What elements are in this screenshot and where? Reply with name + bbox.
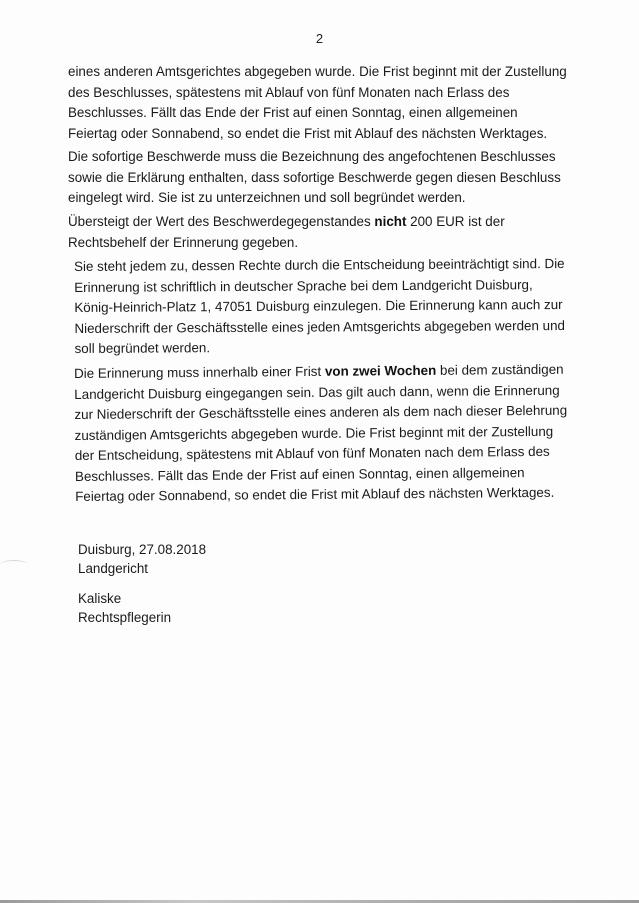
emphasis-zwei-wochen: von zwei Wochen	[324, 362, 437, 379]
paragraph-beschwerdewert	[68, 212, 568, 253]
paragraph-text: Sie steht jedem zu, dessen Rechte durch die Entscheidung beeinträchtigt sind. Die Erinnerung ist schriftlich in deutscher Sprache bei dem Landgericht Duisburg, König-Heinrich-Platz 1, 47051 Duisburg einzulegen. Die Erinnerung kann auch zur Niederschrift der Geschäftsstelle eines jeden Amtsgerichts abgegeben werden und soll begründet werden.	[74, 256, 566, 356]
paragraph-beschwerde-inhalt	[68, 147, 568, 209]
text-run: Die Erinnerung muss innerhalb einer Frist	[74, 363, 325, 381]
page-number: 2	[315, 31, 324, 46]
scan-artifact	[0, 560, 28, 569]
emphasis-nicht: nicht	[374, 214, 407, 229]
paragraph-text: Die sofortige Beschwerde muss die Bezeichnung des angefochtenen Beschlusses sowie die Erklärung enthalten, dass sofortige Beschwerde gegen diesen Beschluss eingelegt wird. Sie ist zu unterzeichnen und soll begründet werden.	[68, 149, 561, 205]
signature-role: Rechtspflegerin	[78, 610, 172, 625]
paragraph-text	[68, 212, 568, 253]
paragraph-text	[74, 360, 575, 508]
text-run: 200 EUR ist der Rechtsbehelf der Erinnerung gegeben.	[68, 214, 505, 250]
signature-place-date: Duisburg, 27.08.2018	[78, 542, 207, 557]
text-run: bei dem zuständigen Landgericht Duisburg eingegangen sein. Das gilt auch dann, wenn die Erinnerung zur Niederschrift der Geschäftsstelle eines anderen als dem nach dieser Belehrung zuständigen Amtsgerichts abgegeben wurde. Die Frist beginnt mit der Zustellung der Entscheidung, spätestens mit Ablauf von fünf Monaten nach dem Erlass des Beschlusses. Fällt das Ende der Frist auf einen Sonntag, einen allgemeinen Feiertag oder Sonnabend, so endet die Frist mit Ablauf des nächsten Werktages.	[74, 361, 568, 504]
paragraph-text: eines anderen Amtsgerichtes abgegeben wurde. Die Frist beginnt mit der Zustellung des Beschlusses, spätestens mit Ablauf von fünf Monaten nach Erlass des Beschlusses. Fällt das Ende der Frist auf einen Sonntag, einen allgemeinen Feiertag oder Sonnabend, so endet die Frist mit Ablauf des nächsten Werktages.	[68, 64, 567, 141]
signature-name: Kaliske	[78, 591, 122, 606]
text-run: Übersteigt der Wert des Beschwerdegegenstandes	[68, 214, 375, 229]
paragraph-erinnerung-frist	[74, 360, 575, 508]
paragraph-erinnerung-einlegung	[74, 254, 575, 360]
paragraph-frist-beschwerde	[68, 62, 568, 144]
signature-court: Landgericht	[78, 561, 148, 576]
